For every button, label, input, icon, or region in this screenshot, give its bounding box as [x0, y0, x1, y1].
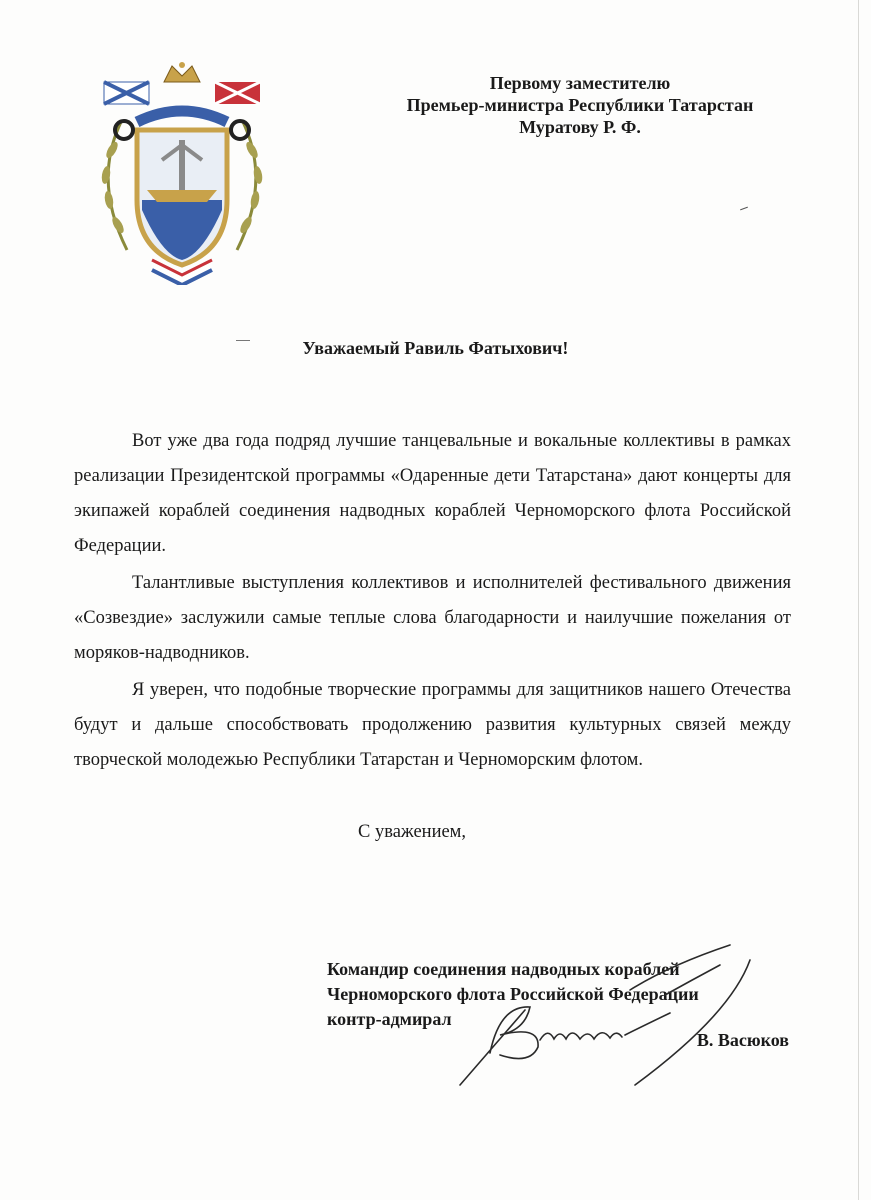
addressee-line: Первому заместителю	[489, 73, 671, 93]
closing: С уважением,	[358, 822, 467, 842]
body-paragraph: Вот уже два года подряд лучшие танцевальные и вокальные коллективы в рамках реализации Президентской программы «Одаренные дети Татарстана» дают концерты для экипажей кораблей соединения надводных кораблей Черноморского флота Российской Федерации.	[74, 431, 791, 556]
signature-title-line: Черноморского флота Российской Федерации	[327, 984, 699, 1004]
signature-title-line: контр-адмирал	[327, 1009, 452, 1029]
stray-mark	[740, 207, 748, 211]
body-paragraph: Талантливые выступления коллективов и исполнителей фестивального движения «Созвездие» заслужили самые теплые слова благодарности и наилучшие пожелания от моряков-надводников.	[74, 573, 791, 663]
salutation: Уважаемый Равиль Фатыхович!	[302, 338, 569, 358]
signature-title-line: Командир соединения надводных кораблей	[327, 959, 680, 979]
signer-name: В. Васюков	[696, 1030, 789, 1050]
addressee-line: Премьер-министра Республики Татарстан	[406, 95, 754, 115]
addressee-block	[360, 72, 800, 138]
letter-body	[74, 424, 791, 780]
naval-coat-of-arms-emblem	[82, 60, 282, 285]
addressee-line: Муратову Р. Ф.	[519, 117, 641, 137]
scan-edge-line	[858, 0, 859, 1200]
handwritten-signature	[430, 935, 760, 1095]
body-paragraph: Я уверен, что подобные творческие программы для защитников нашего Отечества будут и дальше способствовать продолжению развития культурных связей между творческой молодежью Республики Татарстан и Черноморским флотом.	[74, 680, 791, 770]
